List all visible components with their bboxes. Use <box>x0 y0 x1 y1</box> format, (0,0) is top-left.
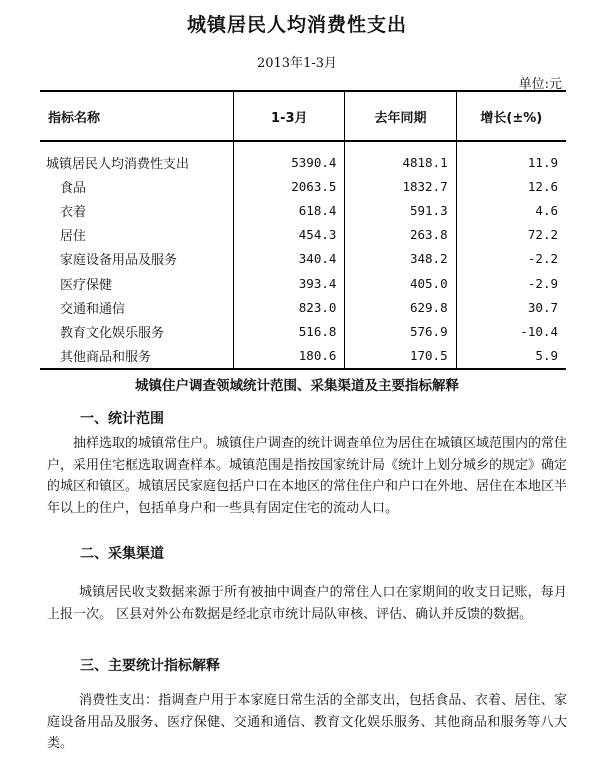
row-growth: -2.9 <box>456 271 566 295</box>
consumption-table <box>40 90 566 370</box>
row-last-year: 170.5 <box>345 344 456 369</box>
channel-title: 二、采集渠道 <box>80 546 164 562</box>
table-row <box>40 319 566 343</box>
row-last-year: 405.0 <box>345 271 456 295</box>
unit-label: 单位:元 <box>518 77 562 92</box>
row-name: 家庭设备用品及服务 <box>60 253 178 269</box>
row-current: 454.3 <box>234 223 345 247</box>
table-row <box>40 271 566 295</box>
row-name: 教育文化娱乐服务 <box>60 325 165 341</box>
indicator-title: 三、主要统计指标解释 <box>80 658 220 674</box>
row-current: 180.6 <box>234 344 345 369</box>
table-row <box>40 198 566 222</box>
row-growth: 5.9 <box>456 344 566 369</box>
row-current: 823.0 <box>234 295 345 319</box>
table-row <box>40 223 566 247</box>
period-label: 2013年1-3月 <box>256 56 338 71</box>
notes-heading: 城镇住户调查领域统计范围、采集渠道及主要指标解释 <box>135 378 459 394</box>
row-current: 340.4 <box>234 247 345 271</box>
row-last-year: 629.8 <box>345 295 456 319</box>
table-row <box>40 295 566 319</box>
table-row <box>40 141 566 174</box>
row-last-year: 263.8 <box>345 223 456 247</box>
row-current: 618.4 <box>234 198 345 222</box>
row-name: 交通和通信 <box>60 301 126 317</box>
row-last-year: 348.2 <box>345 247 456 271</box>
row-name: 城镇居民人均消费性支出 <box>46 156 190 172</box>
row-growth: -2.2 <box>456 247 566 271</box>
row-name: 居住 <box>60 229 87 245</box>
header-last-year: 去年同期 <box>345 91 456 141</box>
table-row <box>40 344 566 369</box>
row-current: 516.8 <box>234 319 345 343</box>
row-current: 2063.5 <box>234 174 345 198</box>
scope-title: 一、统计范围 <box>80 411 164 427</box>
channel-text: 城镇居民收支数据来源于所有被抽中调查户的常住人口在家期间的收支日记账，每月上报一次。 区县对外公布数据是经北京市统计局队审核、评估、确认并反馈的数据。 <box>47 585 567 622</box>
row-current: 393.4 <box>234 271 345 295</box>
page-title: 城镇居民人均消费性支出 <box>186 14 407 36</box>
table-header-row <box>40 91 566 141</box>
row-last-year: 1832.7 <box>345 174 456 198</box>
row-growth: -10.4 <box>456 319 566 343</box>
table-row <box>40 247 566 271</box>
row-last-year: 576.9 <box>345 319 456 343</box>
header-current: 1-3月 <box>234 91 345 141</box>
row-growth: 12.6 <box>456 174 566 198</box>
row-last-year: 591.3 <box>345 198 456 222</box>
row-name: 衣着 <box>60 204 87 220</box>
scope-text: 抽样选取的城镇常住户。城镇住户调查的统计调查单位为居住在城镇区域范围内的常住户，采用住宅框选取调查样本。城镇范围是指按国家统计局《统计上划分城乡的规定》确定的城区和镇区。城镇居民家庭包括户口在本地区的常住住户和户口在外地、居住在本地区半年以上的住户，包括单身户和一些具有固定住宅的流动人口。 <box>47 436 568 516</box>
row-growth: 11.9 <box>456 141 566 174</box>
row-name: 其他商品和服务 <box>40 344 234 369</box>
row-last-year: 4818.1 <box>345 141 456 174</box>
table-row <box>40 174 566 198</box>
row-growth: 30.7 <box>456 295 566 319</box>
header-growth: 增长(±%) <box>456 91 566 141</box>
row-growth: 72.2 <box>456 223 566 247</box>
row-current: 5390.4 <box>234 141 345 174</box>
row-name: 医疗保健 <box>60 277 113 293</box>
row-growth: 4.6 <box>456 198 566 222</box>
header-indicator: 指标名称 <box>40 91 234 141</box>
row-name: 食品 <box>60 180 87 196</box>
indicator-text: 消费性支出：指调查户用于本家庭日常生活的全部支出，包括食品、衣着、居住、家庭设备用品及服务、医疗保健、交通和通信、教育文化娱乐服务、其他商品和服务等八大类。 <box>47 693 567 751</box>
